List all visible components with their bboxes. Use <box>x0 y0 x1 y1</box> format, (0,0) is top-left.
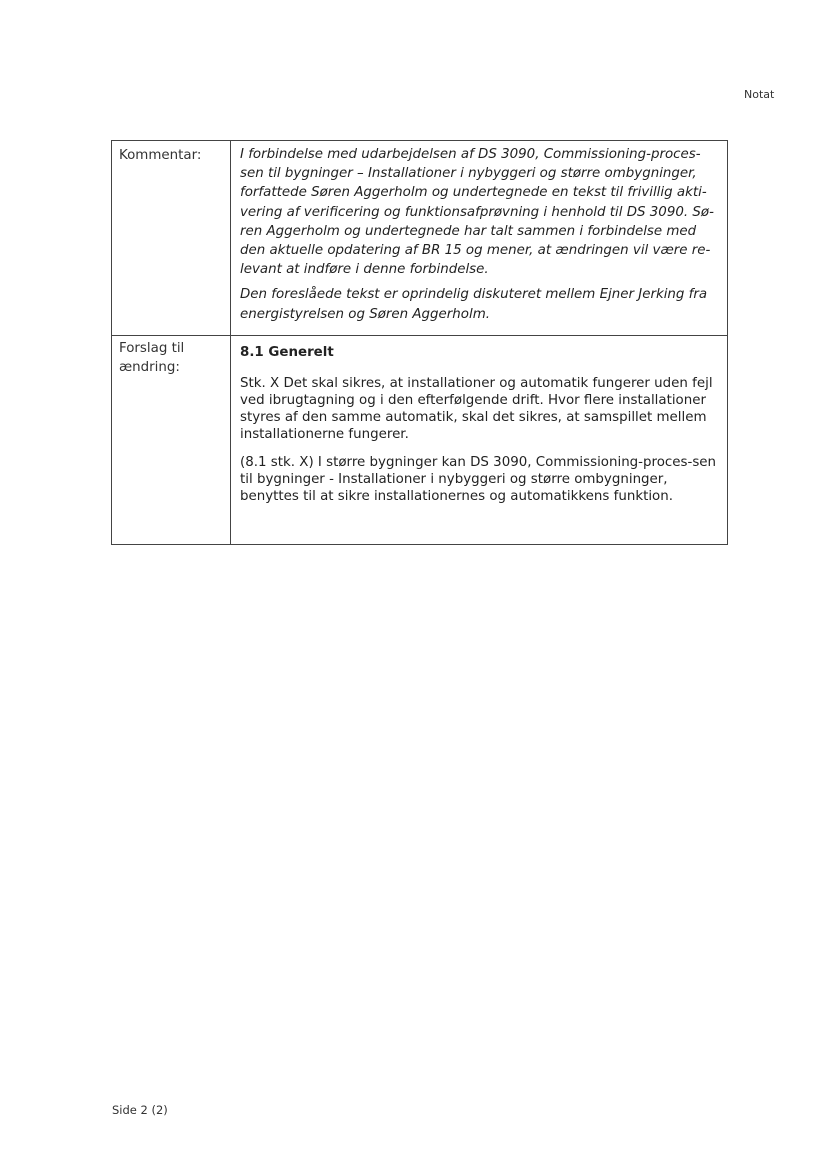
comment-paragraph-1: I forbindelse med udarbejdelsen af DS 3090, Commissioning-proces-sen til bygninger – Installationer i nybyggeri og større ombygninger, forfattede Søren Aggerholm og undertegnede en tekst til frivillig akti-vering af verificering og funktionsafprøvning i henhold til DS 3090. Sø-ren Aggerholm og undertegnede har talt sammen i forbindelse med den aktuelle opdatering af BR 15 og mener, at ændringen vil være re-levant at indføre i denne forbindelse. <box>240 147 714 278</box>
section-heading: 8.1 Generelt <box>240 345 334 360</box>
comment-proposal-table <box>111 140 728 545</box>
proposal-label: Forslag til ændring: <box>112 336 231 545</box>
comment-body <box>231 141 728 336</box>
proposal-paragraph-1: Stk. X Det skal sikres, at installationer og automatik fungerer uden fejl ved ibrugtagning og i den efterfølgende drift. Hvor flere installationer styres af den samme automatik, skal det sikres, at samspillet mellem installationerne fungerer. <box>240 376 713 442</box>
comment-paragraph-2: Den foreslåede tekst er oprindelig diskuteret mellem Ejner Jerking fra energistyrelsen og Søren Aggerholm. <box>240 287 708 322</box>
comment-label: Kommentar: <box>112 141 231 336</box>
comment-row <box>112 141 728 336</box>
document-type-label: Notat <box>744 88 775 101</box>
proposal-body <box>231 336 728 545</box>
proposal-paragraph-2: (8.1 stk. X) I større bygninger kan DS 3090, Commissioning-proces-sen til bygninger - Installationer i nybyggeri og større ombygninger, benyttes til at sikre installationernes og automatikkens funktion. <box>240 455 717 504</box>
proposal-row <box>112 336 728 545</box>
page-number: Side 2 (2) <box>112 1103 168 1117</box>
